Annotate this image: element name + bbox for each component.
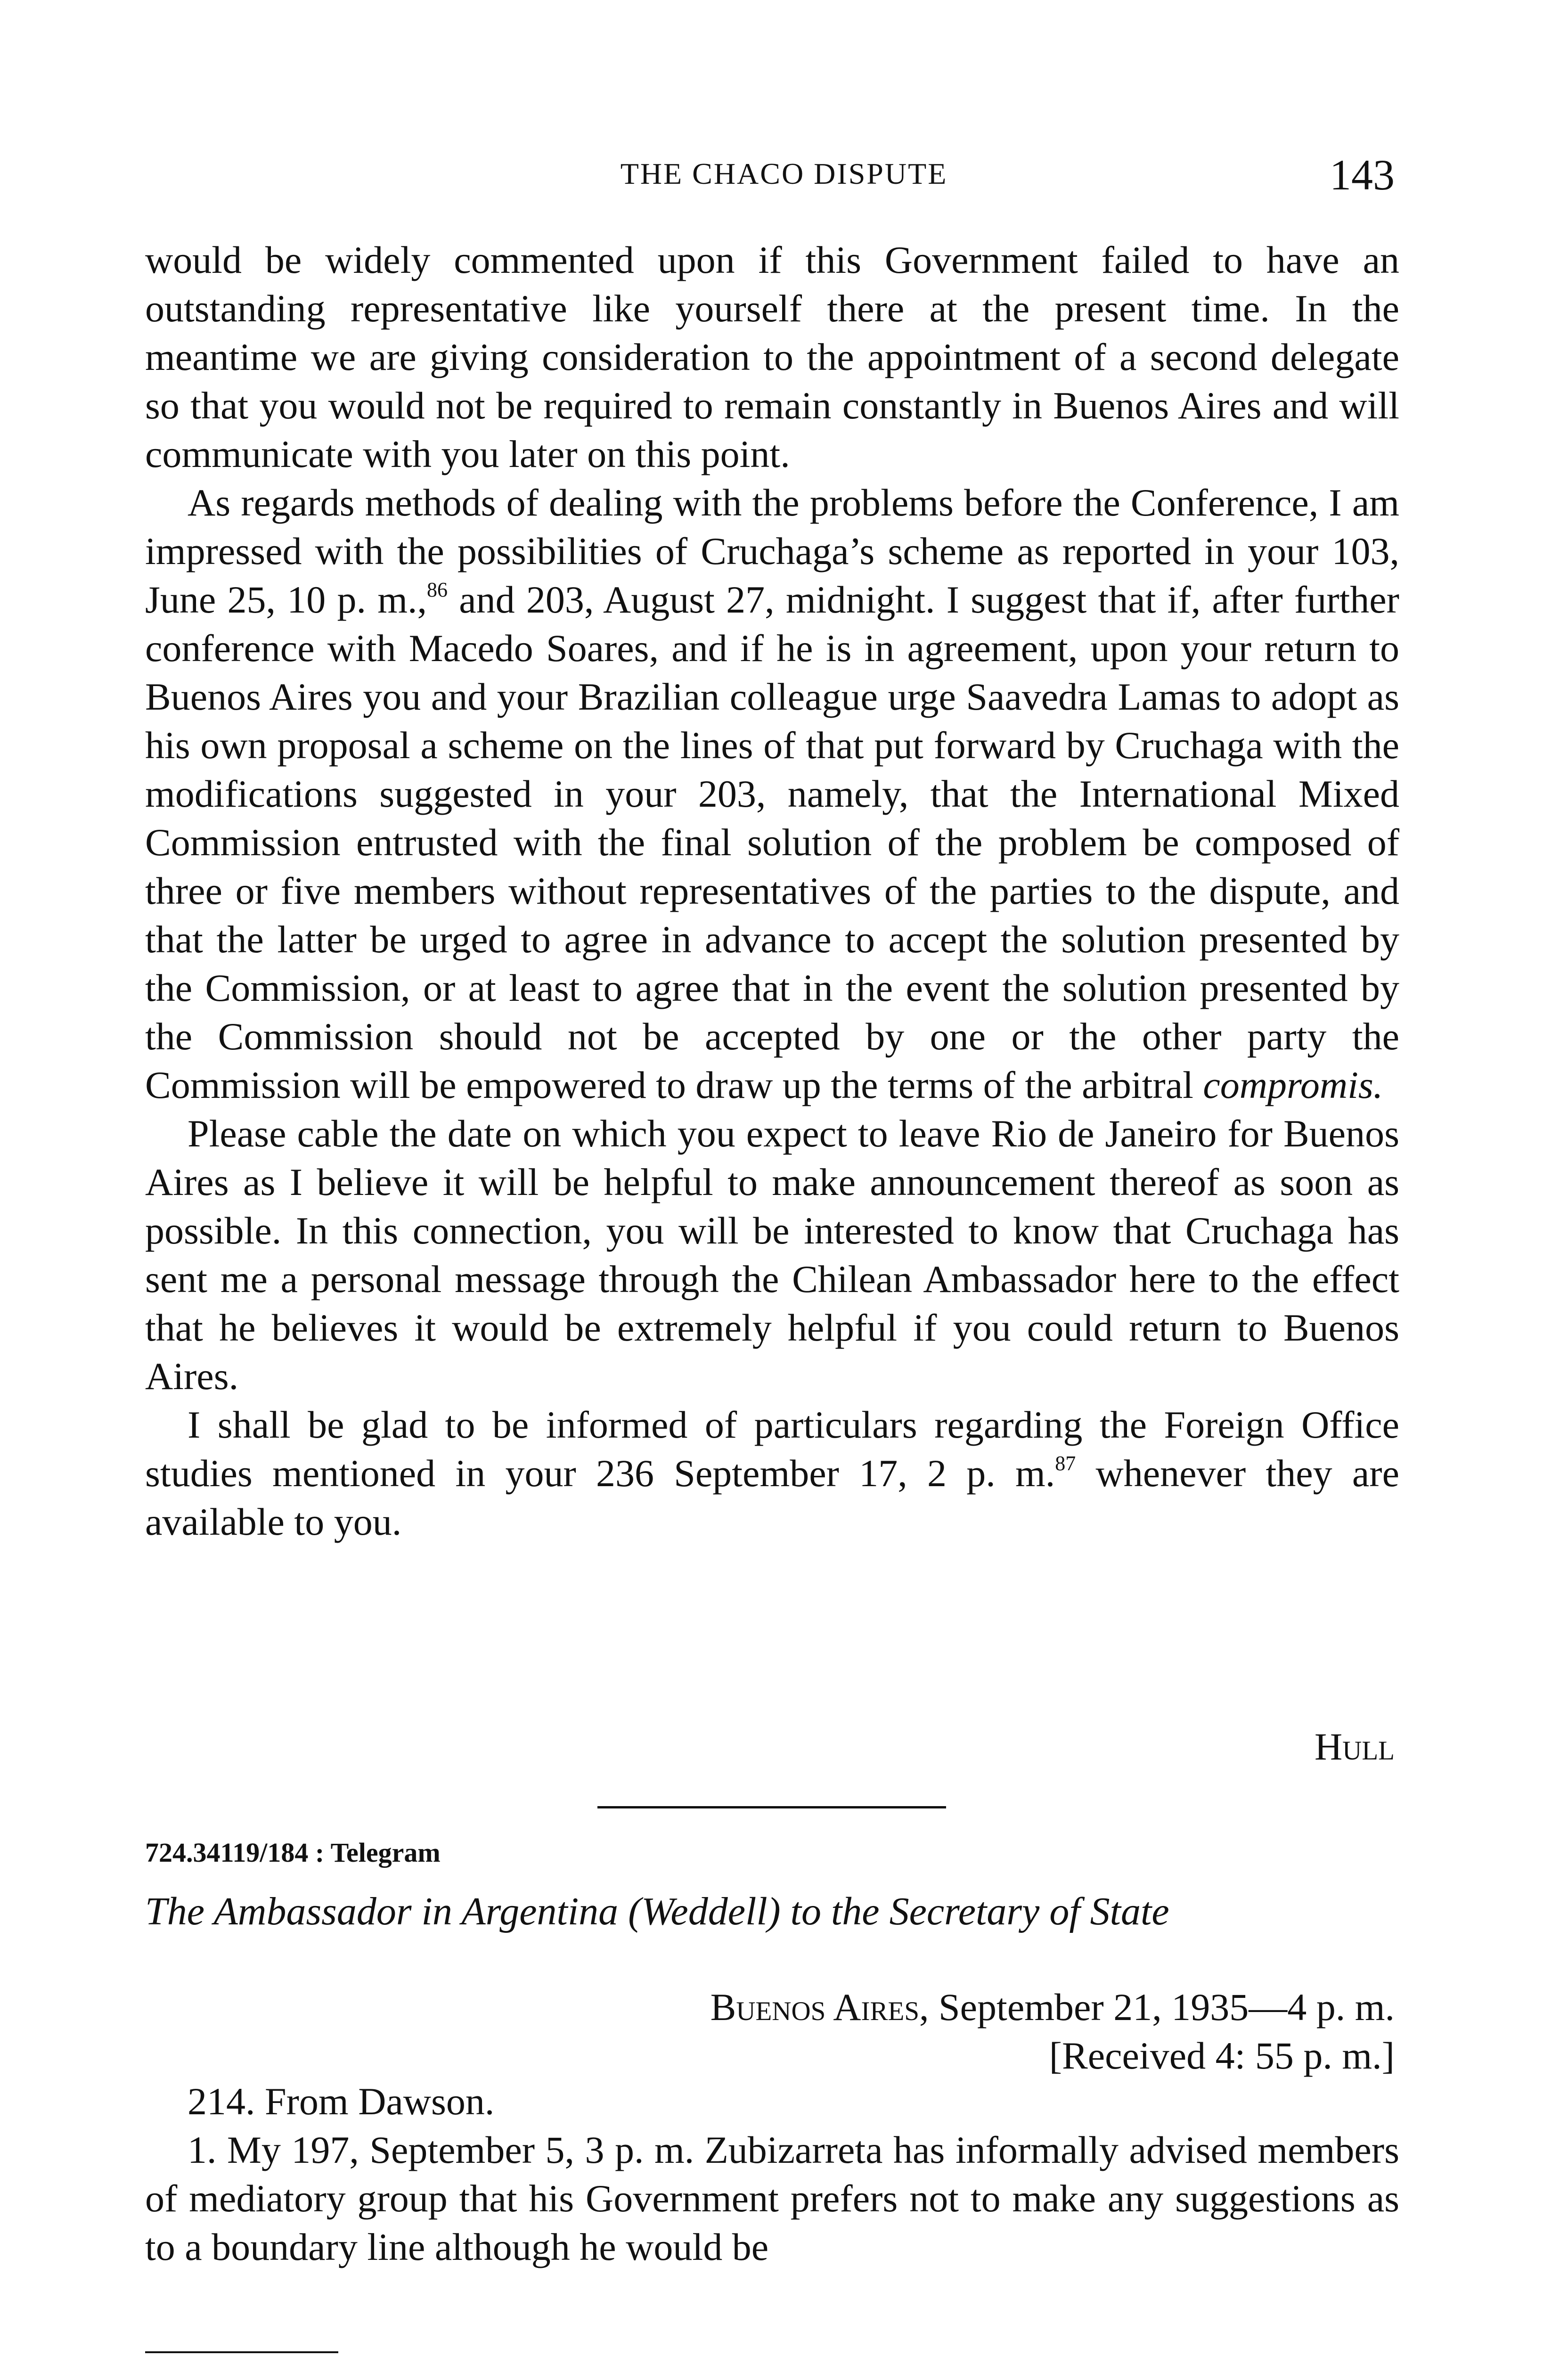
footnote-ref-86: 86 <box>426 578 448 601</box>
section-divider <box>597 1806 946 1808</box>
signature: Hull <box>1314 1725 1395 1768</box>
dateline <box>710 1983 1395 2080</box>
running-title: THE CHACO DISPUTE <box>620 157 948 190</box>
telegram-body <box>145 2077 1399 2271</box>
letter-paragraph-2-italic: compromis. <box>1203 1063 1383 1106</box>
dateline-place: Buenos Aires <box>710 1986 920 2029</box>
letter-paragraph-2 <box>145 478 1399 1109</box>
letter-body <box>145 236 1399 1546</box>
telegram-line-1: 214. From Dawson. <box>188 2080 495 2123</box>
document-heading: The Ambassador in Argentina (Weddell) to the Secretary of State <box>145 1890 1169 1933</box>
running-head <box>0 150 1568 202</box>
letter-paragraph-2-text-b: and 203, August 27, midnight. I suggest that if, after further conference with Macedo Soares, and if he is in agreement, upon your return to Buenos Aires you and your Brazilian colleague urge Saavedra Lamas to adopt as his own proposal a scheme on the lines of that put forward by Cruchaga with the modifications suggested in your 203, namely, that the International Mixed Commission entrusted with the final solution of the problem be composed of three or five members without representatives of the parties to the dispute, and that the latter be urged to agree in advance to accept the solution presented by the Commission, or at least to agree that in the event the solution presented by the Commission should not be accepted by one or the other party the Commission will be empowered to draw up the terms of the arbitral <box>145 578 1399 1106</box>
telegram-paragraph-1: 1. My 197, September 5, 3 p. m. Zubizarreta has informally advised members of mediatory group that his Government prefers not to make any suggestions as to a boundary line although he would be <box>145 2128 1399 2268</box>
letter-paragraph-4-text-a: I shall be glad to be informed of particulars regarding the Foreign Office studies mentioned in your 236 September 17, 2 p. m. <box>145 1403 1399 1495</box>
page-number: 143 <box>1330 151 1395 199</box>
letter-paragraph-3: Please cable the date on which you expect to leave Rio de Janeiro for Buenos Aires as I believe it will be helpful to make announcement thereof as soon as possible. In this connection, you will be interested to know that Cruchaga has sent me a personal message through the Chilean Ambassador here to the effect that he believes it would be extremely helpful if you could return to Buenos Aires. <box>145 1112 1399 1398</box>
dateline-date: , September 21, 1935—4 p. m. <box>919 1986 1395 2029</box>
letter-paragraph-4-text-b: whenever they are available to you. <box>145 1452 1399 1543</box>
footnote-divider <box>145 2351 338 2353</box>
dateline-received: [Received 4: 55 p. m.] <box>1049 2034 1395 2077</box>
letter-paragraph-1: would be widely commented upon if this Government failed to have an outstanding representative like yourself there at the present time. In the meantime we are giving consideration to the appointment of a second delegate so that you would not be required to remain constantly in Buenos Aires and will communicate with you later on this point. <box>145 238 1399 475</box>
footnote-ref-87: 87 <box>1055 1452 1076 1475</box>
letter-paragraph-2-text-a: As regards methods of dealing with the problems before the Conference, I am impressed with the possibilities of Cruchaga’s scheme as reported in your 103, June 25, 10 p. m., <box>145 481 1399 621</box>
dateline-sent <box>710 1983 1395 2031</box>
letter-paragraph-4 <box>145 1400 1399 1546</box>
file-reference: 724.34119/184 : Telegram <box>145 1837 441 1868</box>
